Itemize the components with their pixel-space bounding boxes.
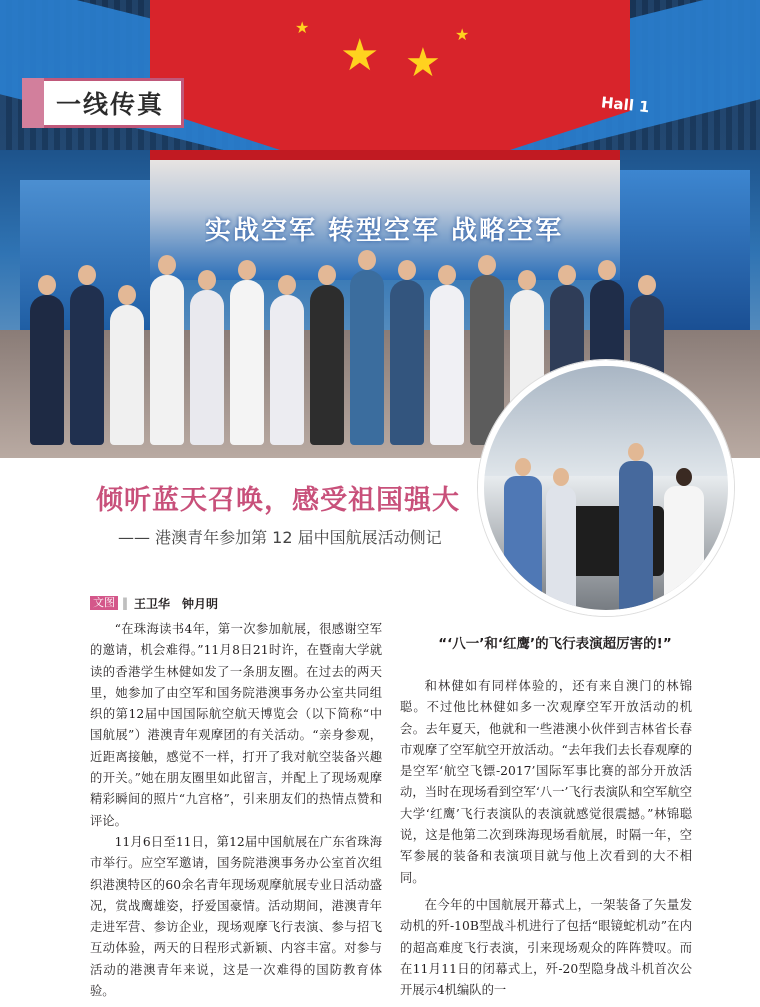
star-icon: ★: [295, 18, 310, 37]
body-column-left: [90, 619, 382, 1002]
person-figure: [504, 476, 542, 616]
person-figure: [350, 270, 384, 445]
body-paragraph: 和林健如有同样体验的，还有来自澳门的林锦聪。不过他比林健如多一次观摩空军开放活动的机会。去年夏天，他就和一些港澳小伙伴到吉林省长春市观摩了空军航空开放活动。“去年我们去长春观摩的是空军‘航空飞镖-2017’国际军事比赛的部分开放活动，当时在现场看到空军‘八一’飞行表演队和空军航空大学‘红鹰’飞行表演队的表演就感觉很震撼。”林锦聪说，这是他第二次到珠海现场看航展，时隔一年，空军参展的装备和表演项目就与他上次看到的大不相同。: [400, 679, 692, 885]
byline-tag: 文图: [90, 596, 118, 610]
person-figure: [190, 290, 224, 445]
person-figure: [30, 295, 64, 445]
person-figure: [390, 280, 424, 445]
star-icon: ★: [455, 25, 470, 44]
person-figure: [430, 285, 464, 445]
person-figure: [546, 486, 576, 616]
exhibit-banner-text: 实战空军 转型空军 战略空军: [205, 216, 564, 246]
person-figure: [619, 461, 653, 616]
person-figure: [270, 295, 304, 445]
byline: [90, 594, 390, 612]
body-paragraph: 11月6日至11日，第12届中国航展在广东省珠海市举行。应空军邀请，国务院港澳事务办公室首次组织港澳特区的60余名青年现场观摩航展专业日活动盛况，赏战鹰雄姿，抒爱国豪情。活动期间，港澳青年走进军营、参访企业，现场观摩飞行表演、参与招飞互动体验，两天的日程形式新颖、内容丰富。对参与活动的港澳青年来说，这是一次难得的国防教育体验。: [90, 834, 382, 999]
person-figure: [310, 285, 344, 445]
person-figure: [150, 275, 184, 445]
hall-sign: Hall 1: [600, 93, 651, 117]
byline-separator: ‖: [122, 596, 128, 610]
star-icon: ★: [405, 40, 441, 86]
article-headline: 倾听蓝天召唤，感受祖国强大: [96, 485, 460, 516]
body-column-right: [400, 676, 692, 1001]
star-icon: ★: [340, 30, 380, 81]
person-figure: [70, 285, 104, 445]
person-figure: [110, 305, 144, 445]
person-figure: [230, 280, 264, 445]
section-tag-accent: [22, 78, 44, 128]
section-tag-label: 一线传真: [55, 90, 164, 119]
subsection-title: “‘八一’和‘红鹰’的飞行表演超厉害的!”: [438, 636, 672, 652]
body-paragraph: 在今年的中国航展开幕式上，一架装备了矢量发动机的歼-10B型战斗机进行了包括“眼镜蛇机动”在内的超高难度飞行表演，引来现场观众的阵阵赞叹。而在11月11日的闭幕式上，歼-20型隐身战斗机首次公开展示4机编队的一: [400, 897, 692, 998]
person-figure: [664, 486, 704, 616]
byline-authors: 王卫华 钟月明: [134, 596, 219, 611]
inset-photo: [478, 360, 734, 616]
body-paragraph: “在珠海读书4年，第一次参加航展，很感谢空军的邀请，机会难得。”11月8日21时许，在暨南大学就读的香港学生林健如发了一条朋友圈。在过去的两天里，她参加了由空军和国务院港澳事务办公室共同组织的第12届中国国际航空航天博览会（以下简称“中国航展”）港澳青年观摩团的有关活动。“亲身参观，近距离接触，感觉不一样，打开了我对航空装备兴趣的开关。”她在朋友圈里如此留言，并配上了现场观摩精彩瞬间的照片“九宫格”，引来朋友们的热情点赞和评论。: [90, 622, 382, 828]
section-tag: [22, 78, 184, 128]
article-subhead: —— 港澳青年参加第 12 届中国航展活动侧记: [118, 528, 442, 547]
